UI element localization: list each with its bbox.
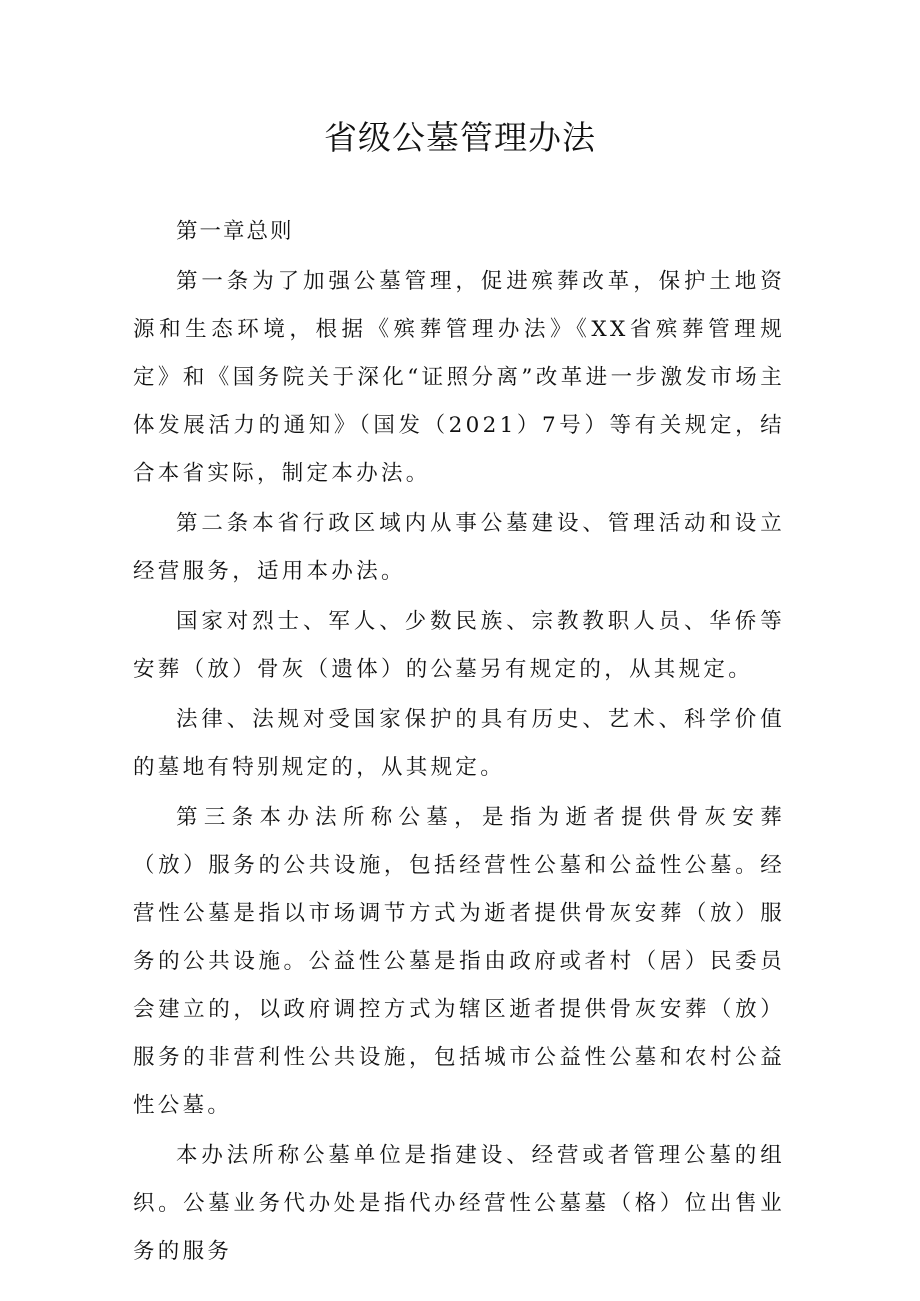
document-body [133, 208, 785, 1278]
paragraph-article-1: 第一条为了加强公墓管理，促进殡葬改革，保护土地资源和生态环境，根据《殡葬管理办法》《XX省殡葬管理规定》和《国务院关于深化“证照分离”改革进一步激发市场主体发展活力的通知》（国发（2021）7号）等有关规定，结合本省实际，制定本办法。 [133, 269, 785, 486]
paragraph-article-3: 第三条本办法所称公墓，是指为逝者提供骨灰安葬（放）服务的公共设施，包括经营性公墓和公益性公墓。经营性公墓是指以市场调节方式为逝者提供骨灰安葬（放）服务的公共设施。公益性公墓是指由政府或者村（居）民委员会建立的，以政府调控方式为辖区逝者提供骨灰安葬（放）服务的非营利性公共设施，包括城市公益性公墓和农村公益性公墓。 [133, 805, 785, 1118]
chapter-heading: 第一章总则 [176, 219, 294, 244]
paragraph-article-3-clause-2: 本办法所称公墓单位是指建设、经营或者管理公墓的组织。公墓业务代办处是指代办经营性公墓墓（格）位出售业务的服务 [133, 1143, 785, 1264]
paragraph-article-2: 第二条本省行政区域内从事公墓建设、管理活动和设立经营服务，适用本办法。 [133, 511, 785, 584]
paragraph-article-2-clause-2: 国家对烈士、军人、少数民族、宗教教职人员、华侨等安葬（放）骨灰（遗体）的公墓另有规定的，从其规定。 [133, 609, 785, 682]
paragraph-article-2-clause-3: 法律、法规对受国家保护的具有历史、艺术、科学价值的墓地有特别规定的，从其规定。 [133, 707, 785, 780]
document-title: 省级公墓管理办法 [324, 118, 596, 157]
